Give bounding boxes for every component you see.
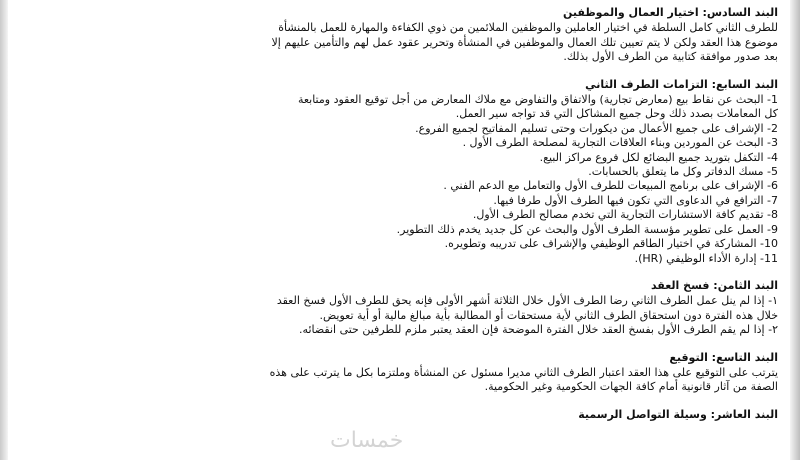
clause-line: بعد صدور موافقة كتابية من الطرف الأول بذلك.	[563, 50, 778, 64]
clause-heading: البند العاشر: وسيلة التواصل الرسمية	[578, 407, 778, 421]
list-item: 4- التكفل بتوريد جميع البضائع لكل فروع مراكز البيع.	[539, 150, 778, 164]
document-body	[110, 6, 778, 435]
list-item: 9- العمل على تطوير مؤسسة الطرف الأول والبحث عن كل جديد يخدم ذلك التطوير.	[396, 222, 778, 236]
clause-heading: البند السادس: اختيار العمال والموظفين	[563, 6, 778, 19]
clause-heading: البند الثامن: فسخ العقد	[650, 278, 778, 292]
list-item: 2- الإشراف على جميع الأعمال من ديكورات وحتى تسليم المفاتيح لجميع الفروع.	[415, 121, 778, 135]
clause-7	[110, 78, 778, 266]
list-item: 11- إدارة الأداء الوظيفي (HR).	[634, 251, 778, 265]
page-edge-left	[0, 0, 8, 460]
page-edge-right	[790, 0, 800, 460]
clause-10	[110, 408, 778, 422]
clause-line: الصفة من آثار قانونية أمام كافة الجهات الحكومية وغير الحكومية.	[484, 380, 778, 394]
list-item: 6- الإشراف على برنامج المبيعات للطرف الأول والتعامل مع الدعم الفني .	[443, 179, 778, 193]
clause-heading: البند السابع: التزامات الطرف الثاني	[585, 77, 778, 91]
clause-heading: البند التاسع: التوقيع	[669, 350, 778, 364]
list-item: 7- الترافع في الدعاوى التي تكون فيها الطرف الأول طرفا فيها.	[493, 193, 778, 207]
clause-line: يترتب على التوقيع على هذا العقد اعتبار الطرف الثاني مديرا مسئول عن المنشأة وملتزما بكل ما يترتب على هذه	[269, 365, 778, 379]
list-item: 10- المشاركة في اختيار الطاقم الوظيفي والإشراف على تدريبه وتطويره.	[444, 237, 778, 251]
list-item: 5- مسك الدفاتر وكل ما يتعلق بالحسابات.	[588, 165, 778, 179]
list-item: كل المعاملات بصدد ذلك وحل جميع المشاكل التي قد تواجه سير العمل.	[455, 107, 778, 121]
clause-9	[110, 351, 778, 395]
clause-line: ١- إذا لم ينل عمل الطرف الثاني رضا الطرف الأول خلال الثلاثة أشهر الأولى فإنه يحق للطرف الأول فسخ العقد	[276, 294, 778, 308]
list-item: 8- تقديم كافة الاستشارات التجارية التي تخدم مصالح الطرف الأول.	[472, 208, 778, 222]
list-item: 3- البحث عن الموردين وبناء العلاقات التجارية لمصلحة الطرف الأول .	[462, 136, 778, 150]
clause-line: موضوع هذا العقد ولكن لا يتم تعيين تلك العمال والموظفين في المنشأة وتحرير عقود عمل لهم والتأمين عليهم إلا	[271, 35, 778, 49]
clause-8	[110, 279, 778, 338]
clause-line: ٢- إذا لم يقم الطرف الأول بفسخ العقد خلال الفترة الموضحة فإن العقد يعتبر ملزم للطرفين حتى انقضائه.	[299, 323, 778, 337]
clause-line: خلال هذه الفترة دون استحقاق الطرف الثاني لأية مستحقات أو المطالبة بأية مبالغ مالية أو أية تعويض.	[319, 308, 778, 322]
watermark-logo: خمسات	[330, 428, 404, 453]
list-item: 1- البحث عن نقاط بيع (معارض تجارية) والاتفاق والتفاوض مع ملاك المعارض من أجل توقيع العقود ومتابعة	[297, 93, 778, 107]
clause-line: للطرف الثاني كامل السلطة في اختيار العاملين والموظفين الملائمين من ذوي الكفاءة والمهارة للعمل بالمنشأة	[278, 21, 778, 35]
clause-6	[110, 6, 778, 65]
